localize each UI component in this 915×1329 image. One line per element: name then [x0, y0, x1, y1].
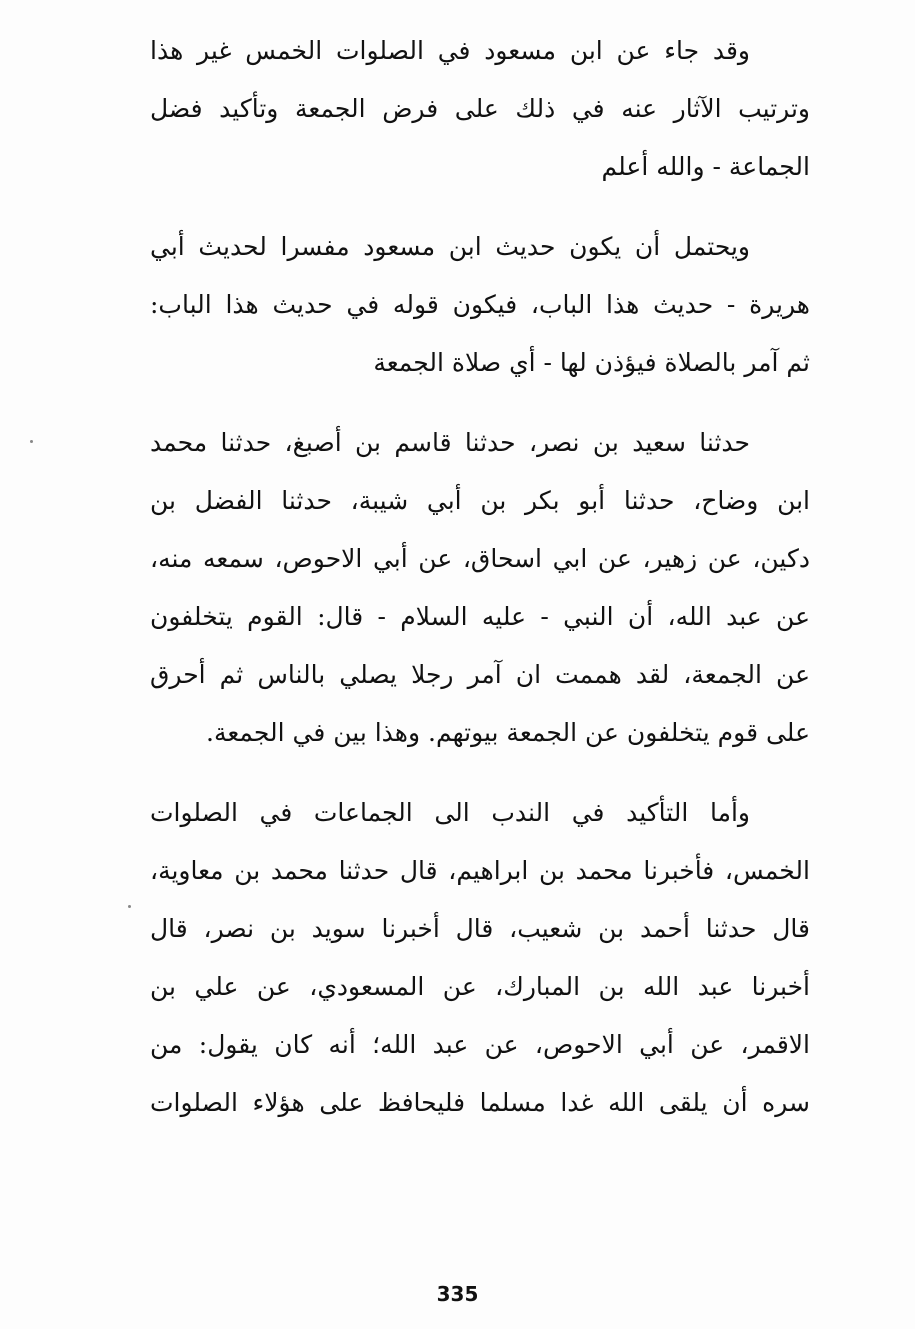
text-line: ويحتمل أن يكون حديث ابن مسعود مفسرا لحديث أبي	[150, 232, 750, 261]
text-line: عن عبد الله، أن النبي - عليه السلام - قال: القوم يتخلفون	[150, 602, 810, 631]
text-line: الجماعة - والله أعلم	[601, 152, 810, 181]
scan-speck	[30, 440, 33, 443]
text-line: دكين، عن زهير، عن ابي اسحاق، عن أبي الاحوص، سمعه منه،	[150, 544, 810, 573]
paragraph-1	[150, 22, 810, 196]
text-line: على قوم يتخلفون عن الجمعة بيوتهم. وهذا بين في الجمعة.	[206, 718, 810, 747]
text-line: سره أن يلقى الله غدا مسلما فليحافظ على هؤلاء الصلوات	[150, 1088, 810, 1117]
text-line: ابن وضاح، حدثنا أبو بكر بن أبي شيبة، حدثنا الفضل بن	[150, 486, 810, 515]
text-line: حدثنا سعيد بن نصر، حدثنا قاسم بن أصبغ، حدثنا محمد	[150, 428, 750, 457]
text-line: الاقمر، عن أبي الاحوص، عن عبد الله؛ أنه كان يقول: من	[150, 1030, 810, 1059]
body-text	[150, 22, 810, 1154]
paragraph-3	[150, 414, 810, 762]
text-line: قال حدثنا أحمد بن شعيب، قال أخبرنا سويد بن نصر، قال	[150, 914, 810, 943]
text-line: وترتيب الآثار عنه في ذلك على فرض الجمعة وتأكيد فضل	[150, 94, 810, 123]
text-line: أخبرنا عبد الله بن المبارك، عن المسعودي، عن علي بن	[150, 972, 810, 1001]
paragraph-2	[150, 218, 810, 392]
paragraph-4	[150, 784, 810, 1132]
text-line: ثم آمر بالصلاة فيؤذن لها - أي صلاة الجمعة	[373, 348, 810, 377]
text-line: وأما التأكيد في الندب الى الجماعات في الصلوات	[150, 798, 750, 827]
text-line: الخمس، فأخبرنا محمد بن ابراهيم، قال حدثنا محمد بن معاوية،	[150, 856, 810, 885]
scan-speck	[128, 905, 131, 908]
text-line: هريرة - حديث هذا الباب، فيكون قوله في حديث هذا الباب:	[150, 290, 810, 319]
text-line: وقد جاء عن ابن مسعود في الصلوات الخمس غير هذا	[150, 36, 750, 65]
text-line: عن الجمعة، لقد هممت ان آمر رجلا يصلي بالناس ثم أحرق	[150, 660, 810, 689]
page-number: 335	[436, 1282, 479, 1306]
